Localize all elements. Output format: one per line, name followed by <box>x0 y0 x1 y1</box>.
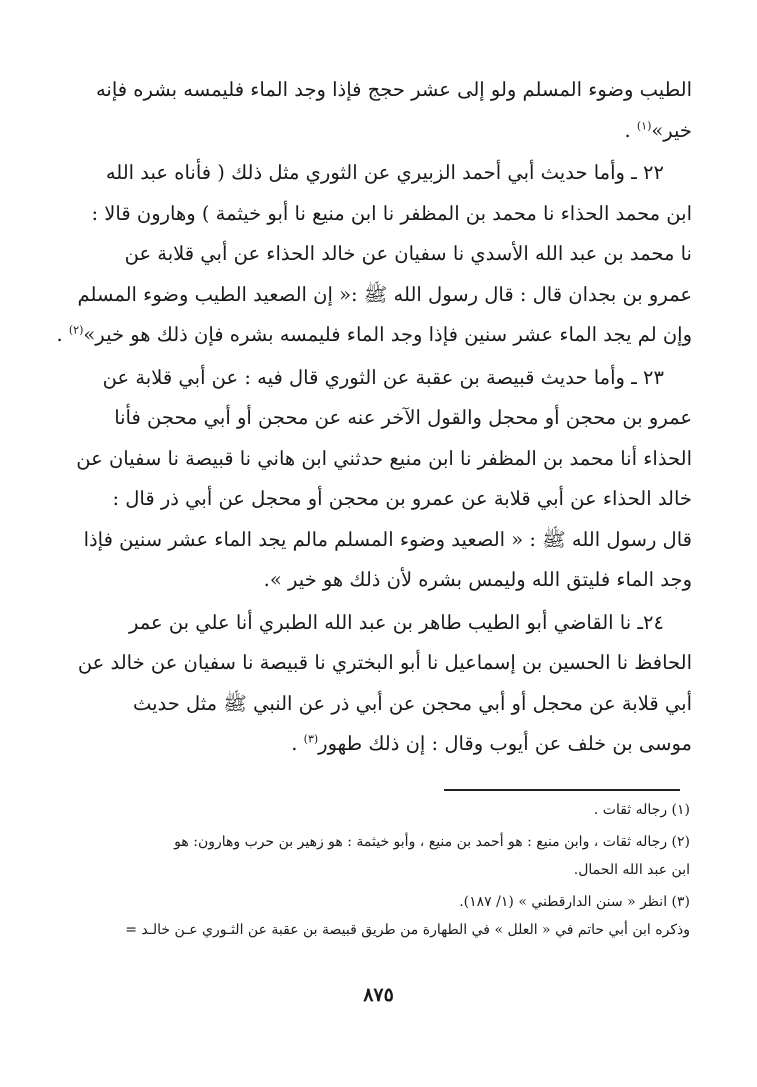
text-line: ابن محمد الحذاء نا محمد بن المظفر نا ابن منيع نا أبو خيثمة ) وهارون قالا : <box>91 201 692 225</box>
text-line: الحافظ نا الحسين بن إسماعيل نا أبو البختري نا قبيصة نا سفيان عن خالد عن <box>77 651 692 674</box>
text-line: نا محمد بن عبد الله الأسدي نا سفيان عن خالد الحذاء عن أبي قلابة عن <box>124 242 692 265</box>
footnotes <box>62 796 690 944</box>
footnote-marker[interactable]: (١) <box>636 119 652 132</box>
footnote-3-continued: وذكره ابن أبي حاتم في « العلل » في الطهارة من طريق قبيصة بن عقبة عن الثـوري عـن خالـد = <box>125 922 690 938</box>
paragraph-23-start: ٢٣ ـ وأما حديث قبيصة بن عقبة عن الثوري قال فيه : عن أبي قلابة عن <box>102 365 664 389</box>
footnote-divider <box>444 789 680 791</box>
paragraph-22-start: ٢٢ ـ وأما حديث أبي أحمد الزبيري عن الثوري مثل ذلك ( فأناه عبد الله <box>105 161 664 184</box>
main-text <box>56 70 692 765</box>
footnote-marker[interactable]: (٢) <box>68 323 84 337</box>
text-line: عمرو بن بجدان قال : قال رسول الله ﷺ :« إن الصعيد الطيب وضوء المسلم <box>77 282 692 306</box>
text-line: الحذاء أنا محمد بن المظفر نا ابن منيع حدثني ابن هاني نا قبيصة نا سفيان عن <box>76 446 692 470</box>
footnote-3: (٣) انظر « سنن الدارقطني » (١/ ١٨٧). <box>459 894 690 910</box>
text-line: موسى بن خلف عن أيوب وقال : إن ذلك طهور$^{(٣)}$ . <box>291 732 692 755</box>
text-line: خالد الحذاء عن أبي قلابة عن عمرو بن محجن أو محجل عن أبي ذر قال : <box>112 487 692 510</box>
text-line: أبي قلابة عن محجل أو أبي محجن عن أبي ذر عن النبي ﷺ مثل حديث <box>132 691 692 715</box>
text-line: قال رسول الله ﷺ : « الصعيد وضوء المسلم مالم يجد الماء عشر سنين فإذا <box>83 527 692 551</box>
text-line: الطيب وضوء المسلم ولو إلى عشر حجج فإذا وجد الماء فليمسه بشره فإنه <box>95 78 692 101</box>
text-line: خير»$^{(١)}$ . <box>624 118 692 142</box>
text-line: وجد الماء فليتق الله وليمس بشره لأن ذلك هو خير ». <box>263 568 692 591</box>
footnote-2: (٢) رجاله ثقات ، وابن منيع : هو أحمد بن منيع ، وأبو خيثمة : هو زهير بن حرب وهارون: هو <box>174 834 690 850</box>
text-line: وإن لم يجد الماء عشر سنين فإذا وجد الماء فليمسه بشره فإن ذلك هو خير»$^{(٢)}$ . <box>56 323 692 346</box>
text-line: عمرو بن محجن أو محجل والقول الآخر عنه عن محجن أو أبي محجن فأنا <box>114 406 692 429</box>
page-number: ٨٧٥ <box>363 984 394 1006</box>
footnote-marker[interactable]: (٣) <box>303 732 319 746</box>
footnote-1: (١) رجاله ثقات . <box>593 802 690 818</box>
footnote-2-continued: ابن عبد الله الحمال. <box>573 862 690 878</box>
paragraph-24-start: ٢٤ـ نا القاضي أبو الطيب طاهر بن عبد الله الطبري أنا علي بن عمر <box>128 610 664 634</box>
